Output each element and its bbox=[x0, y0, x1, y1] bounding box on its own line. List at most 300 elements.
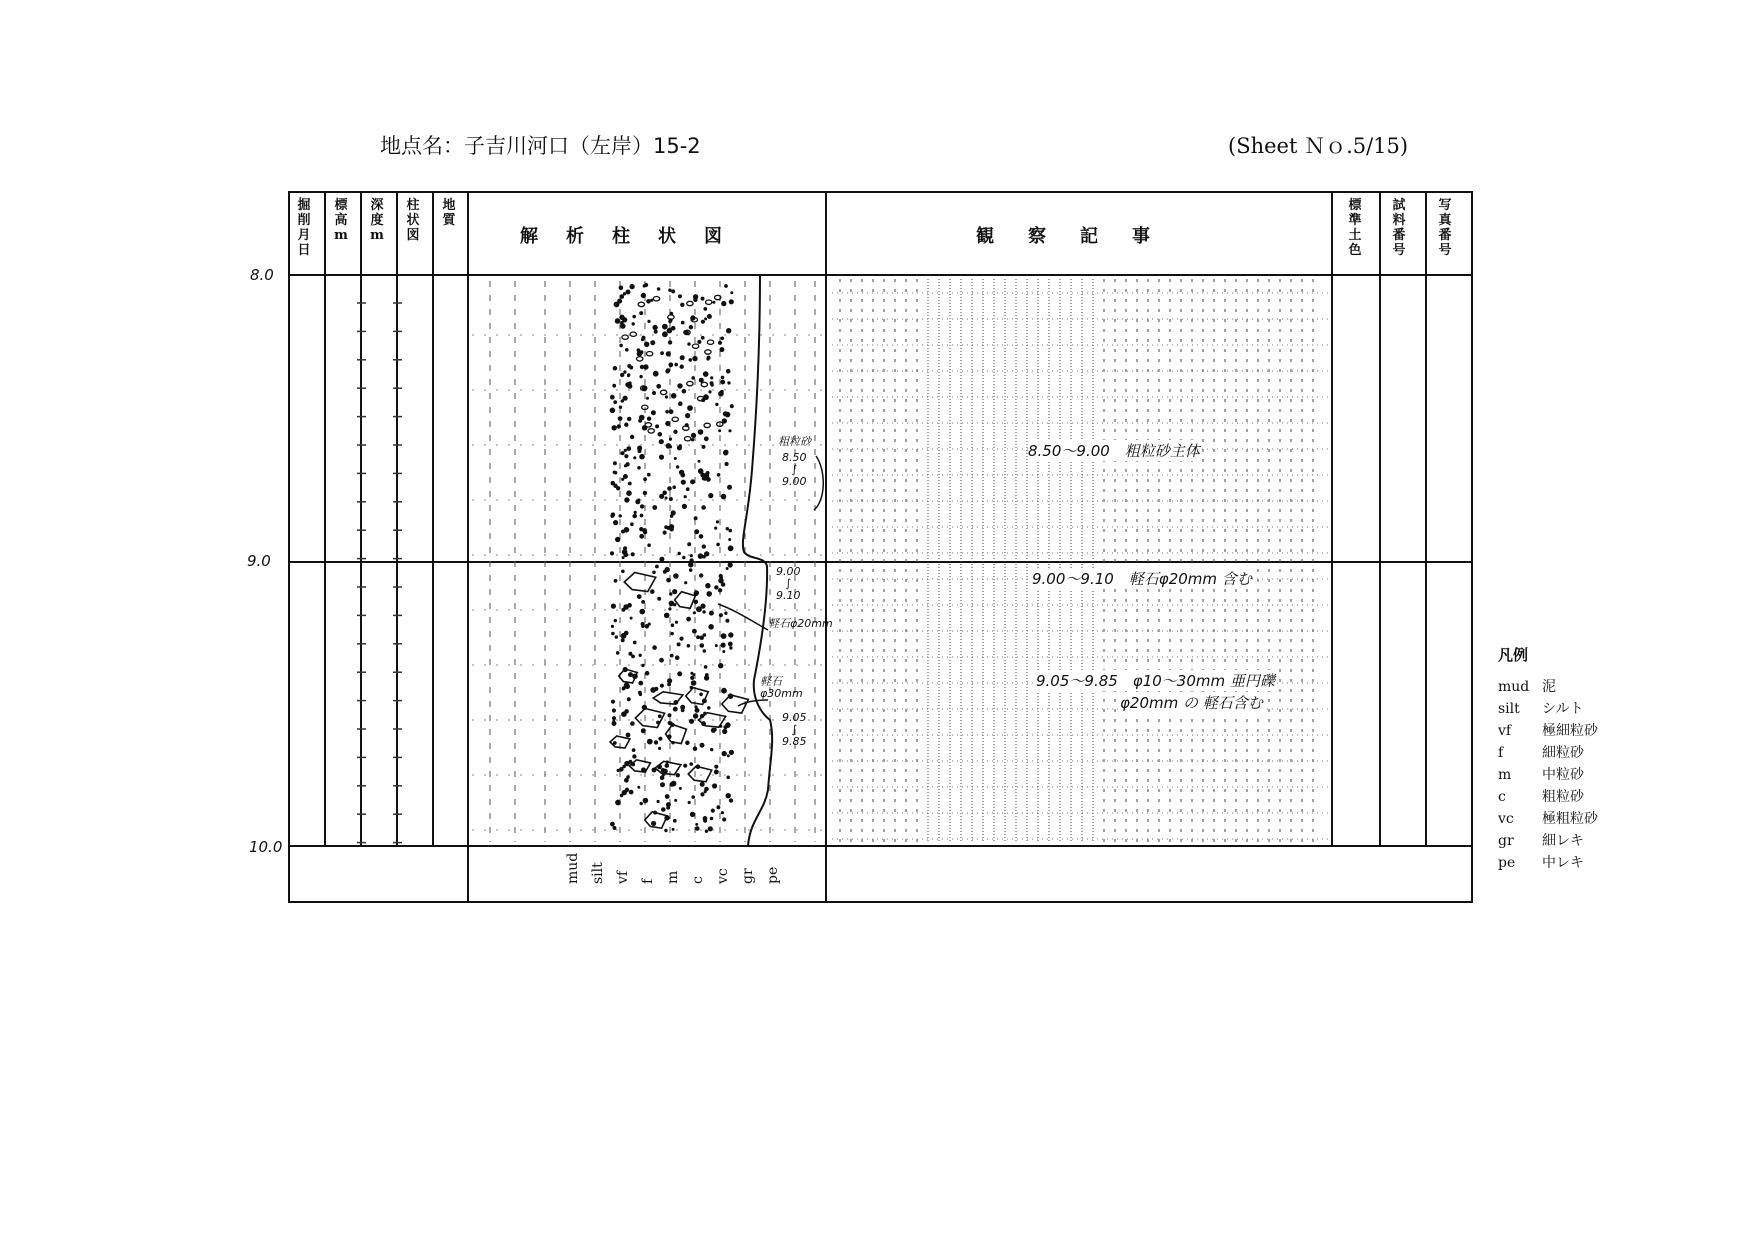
sand-grain-dot bbox=[612, 632, 615, 635]
sand-grain-dot bbox=[616, 652, 619, 655]
sand-grain-dot bbox=[669, 438, 671, 440]
sand-grain-dot bbox=[630, 284, 634, 288]
legend-title: 凡例 bbox=[1498, 646, 1529, 664]
sand-grain-dot bbox=[729, 750, 733, 754]
legend-name: 中レキ bbox=[1542, 855, 1584, 871]
sand-grain-dot bbox=[701, 320, 704, 323]
sand-grain-dot bbox=[704, 791, 706, 793]
sand-grain-dot bbox=[647, 300, 651, 304]
sand-grain-dot bbox=[716, 403, 718, 405]
sand-grain-dot bbox=[651, 299, 653, 301]
sand-grain-dot bbox=[661, 769, 665, 773]
sand-grain-dot bbox=[697, 607, 702, 612]
sand-grain-dot bbox=[672, 290, 675, 293]
sand-grain-dot bbox=[624, 683, 629, 688]
sand-grain-dot bbox=[682, 504, 686, 508]
range-start: 8.50 bbox=[782, 451, 807, 464]
site-title: 地点名：子吉川河口（左岸）15-2 bbox=[380, 134, 701, 158]
sand-grain-dot bbox=[719, 614, 722, 617]
sand-grain-dot bbox=[690, 559, 693, 562]
sand-grain-dot bbox=[705, 552, 709, 556]
sand-grain-dot bbox=[614, 619, 616, 621]
sand-grain-dot bbox=[648, 320, 650, 322]
sand-grain-dot bbox=[669, 320, 671, 322]
sand-grain-dot bbox=[717, 806, 720, 809]
sand-grain-dot bbox=[691, 439, 693, 441]
sand-grain-dot bbox=[625, 710, 629, 714]
sand-grain-dot bbox=[668, 714, 671, 717]
sand-grain-dot bbox=[641, 293, 645, 297]
sand-grain-dot bbox=[711, 377, 713, 379]
sand-grain-dot bbox=[702, 545, 705, 548]
sand-grain-dot bbox=[667, 806, 670, 809]
legend-name: 極細粒砂 bbox=[1542, 723, 1598, 739]
sand-grain-dot bbox=[624, 605, 629, 610]
sand-grain-dot bbox=[669, 608, 671, 610]
depth-label-10: 10.0 bbox=[249, 838, 283, 856]
sand-grain-dot bbox=[647, 397, 649, 399]
sand-grain-dot bbox=[640, 802, 642, 804]
sand-grain-dot bbox=[717, 543, 720, 546]
sand-grain-dot bbox=[678, 295, 681, 298]
sand-grain-dot bbox=[689, 719, 693, 723]
sand-grain-dot bbox=[640, 609, 645, 614]
sand-grain-dot bbox=[675, 656, 679, 660]
sand-grain-dot bbox=[660, 684, 663, 687]
sand-grain-dot bbox=[673, 590, 677, 594]
sand-grain-dot bbox=[722, 301, 726, 305]
sand-grain-dot bbox=[653, 506, 657, 510]
sand-grain-dot bbox=[642, 601, 645, 604]
sand-grain-dot bbox=[629, 790, 633, 794]
sand-grain-dot bbox=[622, 478, 624, 480]
sand-grain-dot bbox=[639, 691, 642, 694]
sand-grain-dot bbox=[645, 342, 649, 346]
sand-grain-dot bbox=[653, 392, 656, 395]
legend-code: mud bbox=[1498, 679, 1530, 695]
sand-grain-dot bbox=[688, 406, 693, 411]
sand-grain-dot bbox=[651, 341, 655, 345]
sand-grain-dot bbox=[716, 521, 718, 523]
pumice-clast bbox=[666, 724, 687, 743]
sand-grain-dot bbox=[619, 286, 623, 290]
range-sep: ∫ bbox=[791, 723, 798, 736]
sand-grain-dot bbox=[729, 799, 732, 802]
sand-grain-dot bbox=[719, 664, 723, 668]
sand-grain-dot bbox=[679, 787, 681, 789]
sand-grain-dot bbox=[715, 586, 718, 589]
sand-grain-dot bbox=[707, 592, 712, 597]
sand-grain-dot bbox=[633, 514, 637, 518]
sand-grain-dot bbox=[667, 328, 672, 333]
sand-grain-dot bbox=[671, 624, 674, 627]
sand-grain-dot bbox=[680, 365, 683, 368]
sand-grain-dot bbox=[648, 544, 651, 547]
sand-grain-dot bbox=[686, 741, 690, 745]
sand-grain-dot bbox=[612, 426, 616, 430]
sand-grain-dot bbox=[622, 530, 625, 533]
sand-grain-dot bbox=[610, 395, 614, 399]
sand-grain-dot bbox=[654, 741, 657, 744]
sand-grain-dot bbox=[669, 601, 674, 606]
sand-grain-dot bbox=[706, 584, 710, 588]
range-sep: ∫ bbox=[791, 463, 798, 476]
sand-grain-dot bbox=[697, 636, 700, 639]
sand-grain-dot bbox=[703, 634, 706, 637]
sand-grain-dot bbox=[688, 543, 691, 546]
sand-grain-dot bbox=[690, 812, 694, 816]
sand-grain-dot bbox=[695, 708, 699, 712]
sand-grain-dot bbox=[637, 352, 642, 357]
sand-grain-dot bbox=[725, 612, 727, 614]
sand-grain-dot bbox=[682, 389, 686, 393]
sand-grain-dot bbox=[677, 643, 680, 646]
sand-grain-dot bbox=[663, 570, 666, 573]
sand-grain-dot bbox=[624, 553, 628, 557]
sand-grain-dot bbox=[704, 308, 707, 311]
pumice-clast bbox=[624, 573, 655, 592]
sand-grain-dot bbox=[666, 352, 670, 356]
sand-grain-dot bbox=[614, 401, 617, 404]
sand-grain-dot bbox=[701, 336, 704, 339]
sand-grain-dot bbox=[611, 625, 613, 627]
sand-grain-dot bbox=[662, 774, 664, 776]
sand-grain-dot bbox=[632, 323, 634, 325]
sand-grain-dot bbox=[688, 801, 690, 803]
sand-grain-dot bbox=[689, 326, 692, 329]
sand-grain-dot bbox=[654, 330, 657, 333]
legend-name: 細粒砂 bbox=[1542, 745, 1584, 761]
sand-grain-dot bbox=[687, 645, 690, 648]
sand-grain-dot bbox=[695, 706, 697, 708]
sand-grain-dot bbox=[667, 526, 670, 529]
sand-grain-dot bbox=[624, 449, 626, 451]
sand-grain-dot bbox=[659, 440, 663, 444]
sand-grain-dot bbox=[680, 356, 684, 360]
sand-grain-dot bbox=[671, 511, 675, 515]
sand-grain-dot bbox=[715, 527, 717, 529]
sand-grain-dot bbox=[711, 748, 713, 750]
sand-grain-dot bbox=[669, 289, 671, 291]
legend-name: シルト bbox=[1542, 701, 1584, 717]
sand-grain-dot bbox=[634, 457, 636, 459]
arrow-pumice-20 bbox=[718, 604, 768, 630]
sand-grain-dot bbox=[658, 433, 662, 437]
sand-grain-dot bbox=[691, 480, 695, 484]
sand-grain-dot bbox=[661, 352, 664, 355]
sand-grain-dot bbox=[623, 293, 625, 295]
sand-grain-dot bbox=[611, 822, 615, 826]
sand-grain-dot bbox=[618, 417, 622, 421]
sand-grain-dot bbox=[663, 491, 667, 495]
sand-grain-dot bbox=[640, 454, 645, 459]
sand-grain-dot bbox=[720, 348, 724, 352]
sand-grain-dot bbox=[723, 651, 725, 653]
sand-grain-dot bbox=[621, 639, 624, 642]
grain-label-pe: pe bbox=[765, 866, 781, 884]
sand-grain-dot bbox=[698, 430, 703, 435]
sand-grain-dot bbox=[671, 781, 676, 786]
gravel-clast bbox=[707, 340, 713, 344]
sand-grain-dot bbox=[670, 527, 674, 531]
sand-grain-dot bbox=[652, 821, 656, 825]
sand-grain-dot bbox=[631, 523, 634, 526]
sand-grain-dot bbox=[729, 633, 733, 637]
sand-grain-dot bbox=[613, 384, 616, 387]
sand-grain-dot bbox=[612, 709, 615, 712]
gravel-clast bbox=[701, 382, 707, 386]
sand-grain-dot bbox=[644, 478, 647, 481]
sand-grain-dot bbox=[683, 556, 685, 558]
sand-grain-dot bbox=[657, 384, 661, 388]
sand-grain-dot bbox=[709, 625, 714, 630]
sand-grain-dot bbox=[640, 514, 643, 517]
sand-grain-dot bbox=[640, 534, 644, 538]
sand-grain-dot bbox=[640, 505, 643, 508]
sand-grain-dot bbox=[730, 647, 732, 649]
sand-grain-dot bbox=[700, 743, 704, 747]
sand-grain-dot bbox=[721, 643, 725, 647]
sand-grain-dot bbox=[694, 298, 697, 301]
sand-grain-dot bbox=[688, 343, 690, 345]
sand-grain-dot bbox=[689, 569, 692, 572]
sand-grain-dot bbox=[671, 394, 676, 399]
sand-grain-dot bbox=[615, 319, 620, 324]
gravel-clast bbox=[622, 335, 628, 339]
sand-grain-dot bbox=[686, 414, 690, 418]
gravel-clast bbox=[705, 350, 711, 354]
sand-grain-dot bbox=[728, 642, 732, 646]
col-geology-header: 地質 bbox=[442, 198, 456, 228]
sand-grain-dot bbox=[639, 681, 643, 685]
gravel-clast bbox=[648, 429, 654, 433]
sand-grain-dot bbox=[728, 563, 732, 567]
range-end: 9.10 bbox=[776, 589, 801, 602]
sand-grain-dot bbox=[729, 430, 731, 432]
sand-grain-dot bbox=[723, 729, 727, 733]
sand-grain-dot bbox=[715, 645, 717, 647]
analysis-column-header bbox=[520, 222, 770, 248]
sand-grain-dot bbox=[693, 356, 697, 360]
sand-grain-dot bbox=[713, 301, 715, 303]
col-sample-no-header: 試料番号 bbox=[1392, 198, 1406, 258]
sand-grain-dot bbox=[670, 593, 672, 595]
sand-grain-dot bbox=[662, 324, 667, 329]
sand-grain-dot bbox=[711, 809, 714, 812]
gravel-clast bbox=[645, 423, 651, 427]
sand-grain-dot bbox=[621, 373, 624, 376]
legend-code: c bbox=[1498, 789, 1506, 805]
sand-grain-dot bbox=[728, 382, 730, 384]
sand-grain-dot bbox=[704, 676, 708, 680]
legend-row-vc bbox=[1498, 808, 1598, 828]
sand-grain-dot bbox=[721, 494, 726, 499]
sand-grain-dot bbox=[618, 299, 622, 303]
sand-grain-dot bbox=[626, 290, 630, 294]
sand-grain-dot bbox=[692, 377, 695, 380]
sand-grain-dot bbox=[653, 571, 656, 574]
sand-grain-dot bbox=[628, 417, 631, 420]
sand-grain-dot bbox=[680, 637, 683, 640]
gravel-clast bbox=[687, 381, 693, 385]
sand-grain-dot bbox=[625, 528, 627, 530]
annotation-coarse-sand: 粗粒砂 bbox=[778, 435, 811, 448]
sand-grain-dot bbox=[665, 396, 667, 398]
legend-row-mud bbox=[1498, 676, 1556, 696]
sand-grain-dot bbox=[638, 786, 640, 788]
sand-grain-dot bbox=[622, 557, 624, 559]
annotation-pumice-30: 軽石φ30mm bbox=[760, 675, 803, 700]
sand-grain-dot bbox=[681, 480, 685, 484]
sand-grain-dot bbox=[727, 329, 731, 333]
sand-grain-dot bbox=[678, 672, 682, 676]
sand-grain-dot bbox=[701, 297, 704, 300]
sand-grain-dot bbox=[728, 485, 732, 489]
sand-grain-dot bbox=[721, 583, 725, 587]
sand-grain-dot bbox=[700, 636, 704, 640]
sand-grain-dot bbox=[704, 437, 708, 441]
sand-grain-dot bbox=[693, 612, 695, 614]
sand-grain-dot bbox=[624, 631, 628, 635]
sand-grain-dot bbox=[718, 341, 721, 344]
sand-grain-dot bbox=[658, 715, 661, 718]
sand-grain-dot bbox=[643, 285, 645, 287]
legend-name: 泥 bbox=[1542, 679, 1556, 695]
table-outline bbox=[289, 192, 1472, 902]
legend-code: pe bbox=[1498, 855, 1516, 871]
sand-grain-dot bbox=[715, 765, 718, 768]
sand-grain-dot bbox=[663, 531, 666, 534]
sand-grain-dot bbox=[613, 827, 616, 830]
depth-label-9: 9.0 bbox=[247, 552, 271, 570]
sand-grain-dot bbox=[665, 829, 667, 831]
sand-grain-dot bbox=[725, 285, 728, 288]
legend-code: gr bbox=[1498, 833, 1514, 849]
legend-code: silt bbox=[1498, 701, 1520, 717]
sand-grain-dot bbox=[701, 473, 705, 477]
sand-grain-dot bbox=[713, 784, 717, 788]
grain-label-gr: gr bbox=[740, 868, 756, 884]
observation-header-text: 観察記事 bbox=[976, 226, 1184, 247]
sand-grain-dot bbox=[655, 687, 658, 690]
col-excavation-date-header: 掘削月日 bbox=[297, 198, 311, 258]
sand-grain-dot bbox=[623, 765, 626, 768]
sand-grain-dot bbox=[645, 671, 649, 675]
sand-grain-dot bbox=[672, 828, 674, 830]
gravel-clast bbox=[646, 352, 652, 356]
sand-grain-dot bbox=[613, 367, 617, 371]
observation-note-1: 8.50～9.00 粗粒砂主体 bbox=[1028, 442, 1200, 460]
sand-grain-dot bbox=[675, 363, 678, 366]
col-elevation-header: 標高m bbox=[334, 198, 348, 243]
sand-grain-dot bbox=[612, 722, 616, 726]
sand-grain-dot bbox=[694, 517, 697, 520]
sand-grain-dot bbox=[705, 830, 707, 832]
sand-grain-dot bbox=[658, 597, 661, 600]
range-end: 9.85 bbox=[782, 735, 807, 748]
observation-note-3a: 9.05～9.85 φ10～30mm 亜円礫 bbox=[1036, 672, 1275, 690]
sand-grain-dot bbox=[690, 555, 692, 557]
pumice-clast bbox=[675, 592, 696, 609]
legend-row-gr bbox=[1498, 830, 1584, 850]
grain-label-f: f bbox=[640, 878, 656, 884]
sand-grain-dot bbox=[659, 747, 661, 749]
sand-grain-dot bbox=[701, 793, 704, 796]
sand-grain-dot bbox=[726, 369, 730, 373]
sand-grain-dot bbox=[665, 497, 667, 499]
sand-grain-dot bbox=[625, 761, 629, 765]
sand-grain-dot bbox=[709, 494, 713, 498]
sand-grain-dot bbox=[614, 521, 618, 525]
sand-grain-dot bbox=[621, 452, 624, 455]
sand-grain-dot bbox=[653, 371, 658, 376]
observation-note-3b: φ20mm の 軽石含む bbox=[1120, 694, 1263, 712]
range-end: 9.00 bbox=[782, 475, 807, 488]
sand-grain-dot bbox=[612, 717, 615, 720]
depth-label-8: 8.0 bbox=[250, 266, 274, 284]
legend-row-m bbox=[1498, 764, 1584, 784]
sand-grain-dot bbox=[614, 471, 617, 474]
sand-grain-dot bbox=[670, 446, 672, 448]
sand-grain-dot bbox=[714, 728, 716, 730]
legend-code: vc bbox=[1498, 811, 1514, 827]
sand-grain-dot bbox=[709, 611, 713, 615]
sand-grain-dot bbox=[686, 488, 689, 491]
sand-grain-dot bbox=[690, 763, 693, 766]
sand-grain-dot bbox=[723, 412, 727, 416]
legend-code: vf bbox=[1498, 723, 1512, 739]
sand-grain-dot bbox=[627, 447, 631, 451]
sand-grain-dot bbox=[656, 565, 659, 568]
annotation-range-900-910 bbox=[776, 566, 801, 602]
sand-grain-dot bbox=[710, 817, 713, 820]
sand-grain-dot bbox=[610, 552, 613, 555]
grain-label-mud: mud bbox=[565, 852, 581, 884]
sand-grain-dot bbox=[641, 729, 645, 733]
col-soil-color-header: 標準土色 bbox=[1348, 198, 1362, 258]
annotation-range-905-985 bbox=[782, 712, 807, 748]
col-depth-header: 深度m bbox=[370, 198, 384, 243]
arrow-pumice-30 bbox=[738, 700, 768, 706]
sand-grain-dot bbox=[669, 498, 672, 501]
sand-grain-dot bbox=[651, 590, 655, 594]
sand-grain-dot bbox=[614, 484, 617, 487]
gravel-clast bbox=[684, 437, 690, 441]
gravel-clast bbox=[653, 297, 659, 301]
pumice-clast bbox=[653, 692, 683, 704]
sand-grain-dot bbox=[623, 475, 627, 479]
sand-grain-dot bbox=[668, 722, 671, 725]
sand-grain-dot bbox=[625, 498, 629, 502]
legend-code: f bbox=[1498, 745, 1504, 761]
sand-grain-dot bbox=[693, 629, 697, 633]
sand-grain-dot bbox=[687, 617, 691, 621]
legend-row-vf bbox=[1498, 720, 1598, 740]
sand-grain-dot bbox=[703, 372, 708, 377]
sand-grain-dot bbox=[702, 506, 706, 510]
sand-grain-dot bbox=[630, 366, 633, 369]
sand-grain-dot bbox=[615, 636, 617, 638]
sand-grain-dot bbox=[631, 553, 634, 556]
sand-grain-dot bbox=[675, 621, 677, 623]
sand-grain-dot bbox=[702, 445, 705, 448]
sand-grain-dot bbox=[726, 619, 729, 622]
sand-grain-dot bbox=[671, 632, 673, 634]
sand-grain-dot bbox=[617, 425, 620, 428]
sand-grain-dot bbox=[660, 494, 664, 498]
sand-grain-dot bbox=[643, 798, 648, 803]
sand-grain-dot bbox=[729, 529, 732, 532]
